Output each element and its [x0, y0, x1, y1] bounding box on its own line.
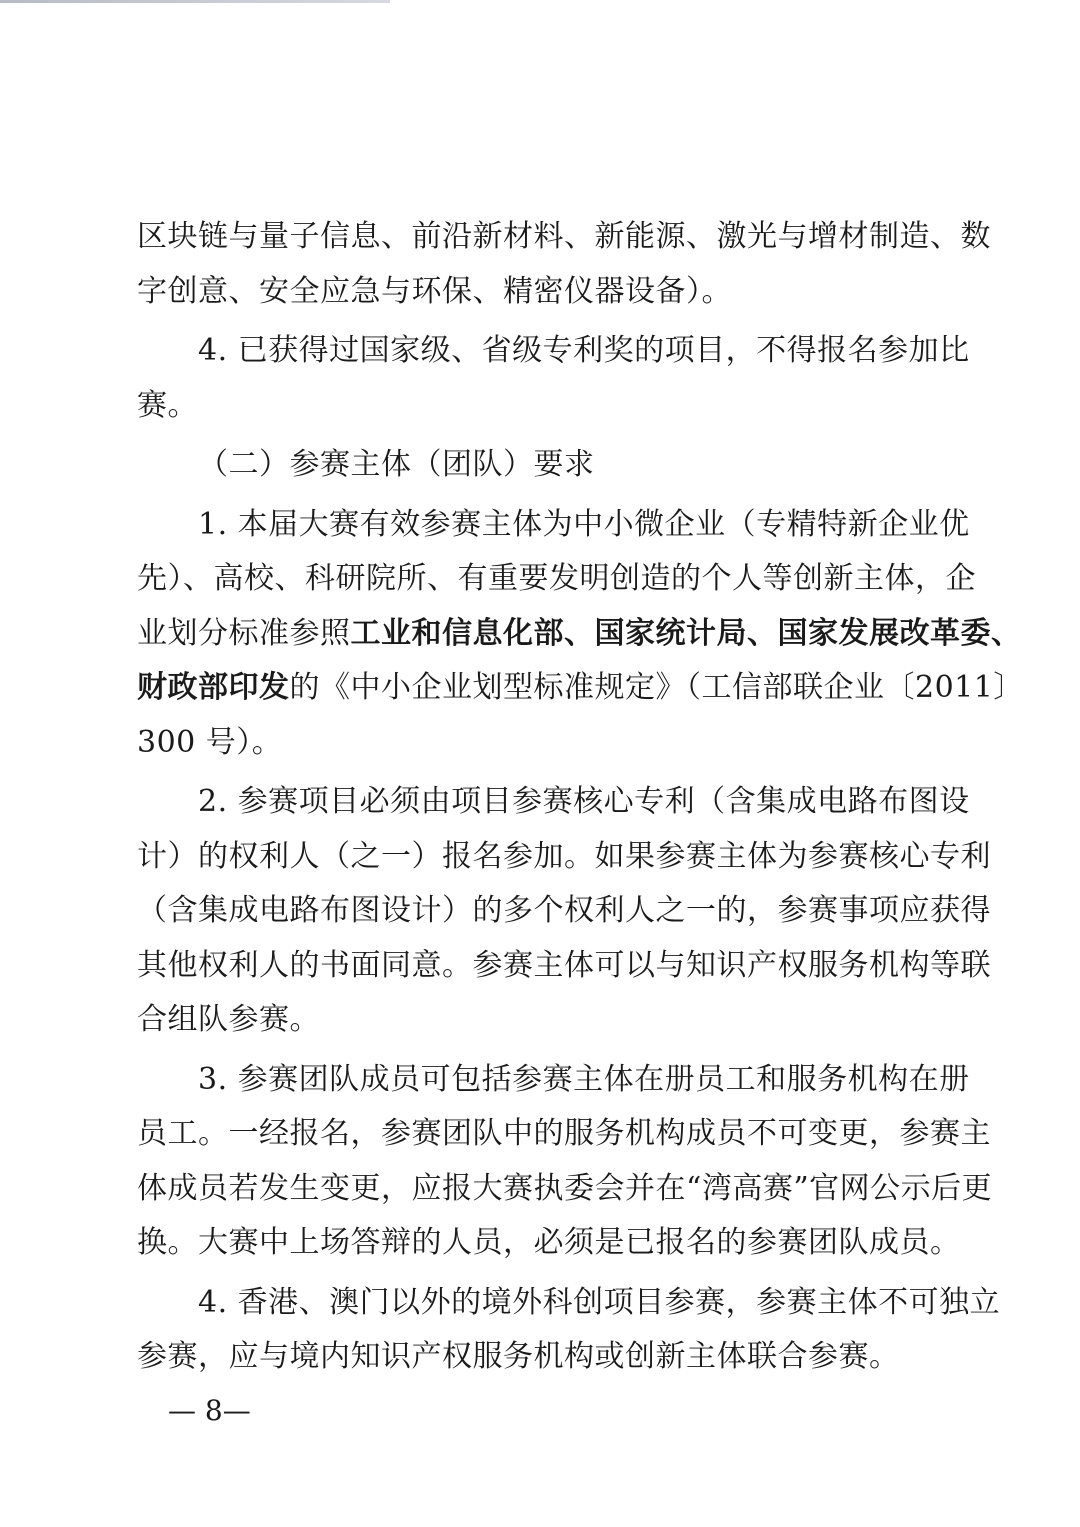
text-line-7: 先）、高校、科研院所、有重要发明创造的个人等创新主体，企 — [137, 561, 976, 596]
text-line-6: 1. 本届大赛有效参赛主体为中小微企业（专精特新企业优 — [198, 506, 970, 542]
text-line-14: 其他权利人的书面同意。参赛主体可以与知识产权服务机构等联 — [137, 947, 991, 983]
text-line-10: 300 号）。 — [137, 724, 283, 760]
text-line-1: 区块链与量子信息、前沿新材料、新能源、激光与增材制造、数 — [137, 219, 991, 254]
text-line-12: 计）的权利人（之一）报名参加。如果参赛主体为参赛核心专利 — [137, 838, 991, 874]
text-line-9 — [137, 661, 1024, 716]
text-line-21: 参赛，应与境内知识产权服务机构或创新主体联合参赛。 — [137, 1339, 900, 1374]
document-body — [137, 210, 1024, 1385]
standard-document-title: 的《中小企业划型标准规定》（工信部联企业〔2011〕 — [289, 670, 1024, 705]
text-line-2: 字创意、安全应急与环保、精密仪器设备）。 — [137, 273, 732, 309]
text-line-13: （含集成电路布图设计）的多个权利人之一的，参赛事项应获得 — [137, 893, 991, 928]
text-line-11: 2. 参赛项目必须由项目参赛核心专利（含集成电路布图设 — [198, 784, 970, 819]
text-line-16: 3. 参赛团队成员可包括参赛主体在册员工和服务机构在册 — [198, 1061, 970, 1097]
text-line-17: 员工。一经报名，参赛团队中的服务机构成员不可变更，参赛主 — [137, 1116, 991, 1151]
issuing-ministries: 工业和信息化部、国家统计局、国家发展改革委、 — [350, 615, 1022, 651]
page-number: — 8— — [168, 1394, 251, 1427]
text-line-3: 4. 已获得过国家级、省级专利奖的项目，不得报名参加比 — [198, 333, 970, 368]
top-edge-decoration — [0, 0, 390, 3]
text-line-8 — [137, 607, 1022, 662]
section-heading: （二）参赛主体（团队）要求 — [198, 447, 595, 482]
text-line-4: 赛。 — [137, 387, 198, 423]
standard-reference-prefix: 业划分标准参照 — [137, 615, 351, 651]
text-line-19: 换。大赛中上场答辩的人员，必须是已报名的参赛团队成员。 — [137, 1225, 961, 1260]
text-line-15: 合组队参赛。 — [137, 1002, 320, 1037]
text-line-18: 体成员若发生变更，应报大赛执委会并在“湾高赛”官网公示后更 — [137, 1170, 993, 1206]
text-line-20: 4. 香港、澳门以外的境外科创项目参赛，参赛主体不可独立 — [198, 1284, 1001, 1320]
finance-ministry-issued: 财政部印发 — [137, 670, 290, 705]
